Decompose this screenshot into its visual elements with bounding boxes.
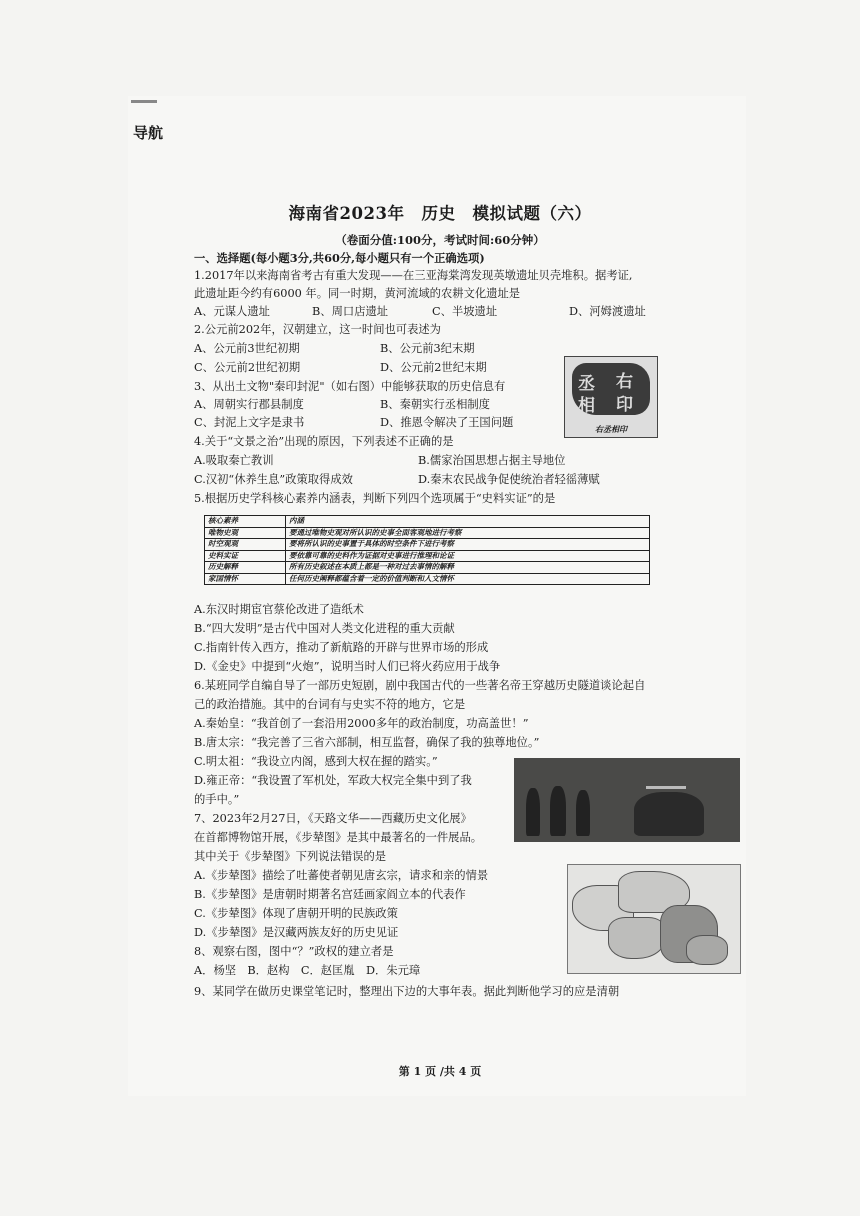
q4-option-b: B.儒家治国思想占据主导地位 <box>418 454 566 467</box>
map-region <box>608 917 666 959</box>
painting-figure <box>526 788 540 836</box>
q5-option-b: B.“四大发明”是古代中国对人类文化进程的重大贡献 <box>194 622 455 635</box>
table-header-row <box>205 516 650 528</box>
q7-option-c: C.《步辇图》体现了唐朝开明的民族政策 <box>194 907 398 920</box>
q6-option-a: A.秦始皇：“我首创了一套沿用2000多年的政治制度，功高盖世！” <box>194 717 529 730</box>
q7-option-a: A.《步辇图》描绘了吐蕃使者朝见唐玄宗，请求和亲的情景 <box>194 869 489 882</box>
exam-title: 海南省2023年 历史 模拟试题（六） <box>288 204 592 223</box>
q8-stem: 8、观察右图，图中“？”政权的建立者是 <box>194 945 394 958</box>
q8-options: A．杨坚 B．赵构 C．赵匡胤 D．朱元璋 <box>194 964 421 977</box>
q5-stem: 5.根据历史学科核心素养内涵表，判断下列四个选项属于“史料实证”的是 <box>194 492 556 505</box>
q1-stem-1: 1.2017年以来海南省考古有重大发现——在三亚海棠湾发现英墩遗址贝壳堆积。据考证, <box>194 269 633 282</box>
q6-option-d-line1: D.雍正帝：“我设置了军机处，军政大权完全集中到了我 <box>194 774 472 787</box>
q3-option-c: C、封泥上文字是隶书 <box>194 416 305 429</box>
qin-seal-image <box>564 356 658 438</box>
table-cell: 所有历史叙述在本质上都是一种对过去事情的解释 <box>286 562 650 574</box>
q7-stem-1: 7、2023年2月27日，《天路文华——西藏历史文化展》 <box>194 812 472 825</box>
q1-stem-2: 此遗址距今约有6000 年。同一时期，黄河流域的农耕文化遗址是 <box>194 287 521 300</box>
top-mark <box>131 100 157 103</box>
q6-stem-2: 己的政治措施。其中的台词有与史实不符的地方，它是 <box>194 698 466 711</box>
table-cell: 唯物史观 <box>205 527 286 539</box>
table-header-cell: 核心素养 <box>205 516 286 528</box>
q6-option-c: C.明太祖：“我设立内阁，感到大权在握的踏实。” <box>194 755 438 768</box>
q2-option-d: D、公元前2世纪末期 <box>380 361 487 374</box>
seal-caption: 右丞相印 <box>595 424 627 434</box>
q1-option-d: D、河姆渡遗址 <box>569 305 646 318</box>
q6-option-d-line2: 的手中。” <box>194 793 240 806</box>
q1-option-a: A、元谋人遗址 <box>194 305 270 318</box>
q2-option-c: C、公元前2世纪初期 <box>194 361 301 374</box>
section-heading: 一、选择题(每小题3分,共60分,每小题只有一个正确选项) <box>194 251 485 265</box>
table-cell: 任何历史阐释都蕴含着一定的价值判断和人文情怀 <box>286 573 650 585</box>
q2-option-b: B、公元前3纪末期 <box>380 342 475 355</box>
q3-option-b: B、秦朝实行丞相制度 <box>380 398 490 411</box>
q7-option-b: B.《步辇图》是唐朝时期著名宫廷画家阎立本的代表作 <box>194 888 466 901</box>
q4-option-a: A.吸取秦亡教训 <box>194 454 274 467</box>
table-cell: 要将所认识的史事置于具体的时空条件下进行考察 <box>286 539 650 551</box>
table-row <box>205 550 650 562</box>
q7-stem-3: 其中关于《步辇图》下列说法错误的是 <box>194 850 387 863</box>
table-row <box>205 573 650 585</box>
table-row <box>205 562 650 574</box>
q5-option-a: A.东汉时期宦官蔡伦改进了造纸术 <box>194 603 364 616</box>
map-region <box>686 935 728 965</box>
nav-label[interactable]: 导航 <box>133 124 164 142</box>
painting-emperor-group <box>634 792 704 836</box>
table-row <box>205 527 650 539</box>
q1-option-b: B、周口店遗址 <box>312 305 389 318</box>
q1-option-c: C、半坡遗址 <box>432 305 498 318</box>
q2-option-a: A、公元前3世纪初期 <box>194 342 300 355</box>
q7-stem-2: 在首都博物馆开展，《步辇图》是其中最著名的一件展品。 <box>194 831 483 844</box>
exam-subtitle: （卷面分值:100分，考试时间:60分钟） <box>335 233 545 247</box>
table-cell: 要通过唯物史观对所认识的史事全面客观地进行考察 <box>286 527 650 539</box>
seal-stone: 丞 相 右 印 <box>572 363 650 415</box>
bunian-painting-image <box>514 758 740 842</box>
q4-option-c: C.汉初“休养生息”政策取得成效 <box>194 473 353 486</box>
q4-option-d: D.秦末农民战争促使统治者轻徭薄赋 <box>418 473 600 486</box>
table-cell: 家国情怀 <box>205 573 286 585</box>
table-cell: 历史解释 <box>205 562 286 574</box>
regime-map-image <box>567 864 741 974</box>
q9-stem: 9、某同学在做历史课堂笔记时，整理出下边的大事年表。据此判断他学习的应是清朝 <box>194 985 620 998</box>
q3-option-a: A、周朝实行郡县制度 <box>194 398 304 411</box>
table-cell: 要依靠可靠的史料作为证据对史事进行推理和论证 <box>286 550 650 562</box>
table-header-cell: 内涵 <box>286 516 650 528</box>
q7-option-d: D.《步辇图》是汉藏两族友好的历史见证 <box>194 926 399 939</box>
core-literacy-table <box>204 515 650 585</box>
table-cell: 时空观观 <box>205 539 286 551</box>
q5-option-c: C.指南针传入西方，推动了新航路的开辟与世界市场的形成 <box>194 641 489 654</box>
painting-figure <box>550 786 566 836</box>
table-row <box>205 539 650 551</box>
q6-stem-1: 6.某班同学自编自导了一部历史短剧，剧中我国古代的一些著名帝王穿越历史隧道谈论起自 <box>194 679 646 692</box>
painting-figure <box>576 790 590 836</box>
q4-stem: 4.关于“文景之治”出现的原因，下列表述不正确的是 <box>194 435 454 448</box>
q3-option-d: D、推恩令解决了王国问题 <box>380 416 514 429</box>
painting-canopy <box>646 764 686 789</box>
table-cell: 史料实证 <box>205 550 286 562</box>
q2-stem: 2.公元前202年，汉朝建立，这一时间也可表述为 <box>194 323 441 336</box>
q6-option-b: B.唐太宗：“我完善了三省六部制，相互监督，确保了我的独尊地位。” <box>194 736 540 749</box>
q3-stem: 3、从出土文物"秦印封泥"（如右图）中能够获取的历史信息有 <box>194 380 506 393</box>
q5-option-d: D.《金史》中提到“火炮”，说明当时人们已将火药应用于战争 <box>194 660 501 673</box>
page-number: 第 1 页 /共 4 页 <box>398 1065 482 1078</box>
